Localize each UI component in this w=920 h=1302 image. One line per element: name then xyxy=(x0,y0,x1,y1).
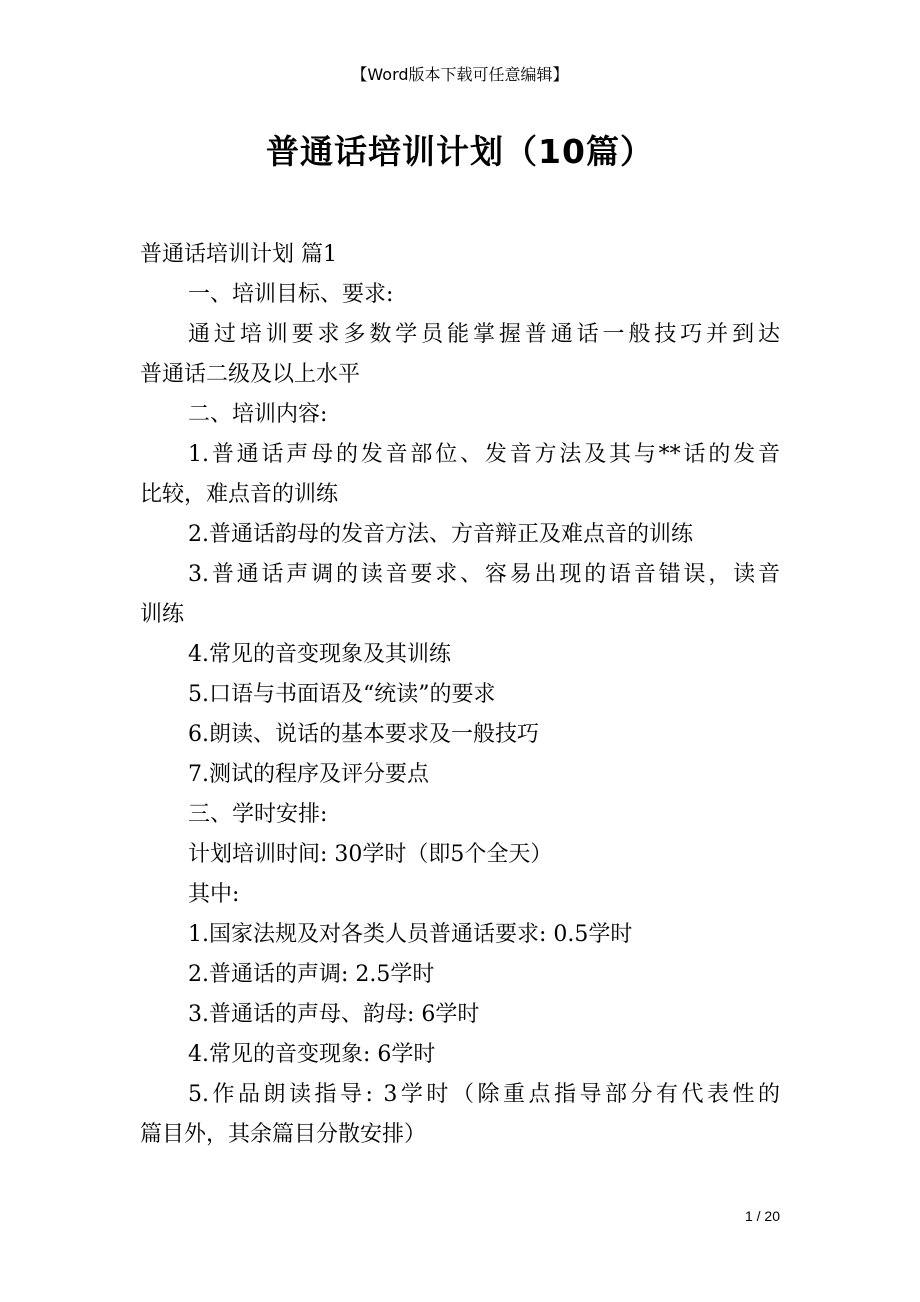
text-line: 通过培训要求多数学员能掌握普通话一般技巧并到达 xyxy=(188,322,780,347)
text-line: 1.普通话声母的发音部位、发音方法及其与**话的发音 xyxy=(188,442,780,467)
text-line: 6.朗读、说话的基本要求及一般技巧 xyxy=(188,722,539,747)
text-line: 一、培训目标、要求: xyxy=(188,282,394,307)
text-line: 4.常见的音变现象: 6学时 xyxy=(188,1042,436,1067)
text-line: 普通话培训计划 篇1 xyxy=(140,242,337,267)
text-line: 篇目外，其余篇目分散安排） xyxy=(140,1122,427,1147)
text-line: 普通话二级及以上水平 xyxy=(140,362,361,387)
text-line: 2.普通话的声调: 2.5学时 xyxy=(188,962,435,987)
text-line: 4.常见的音变现象及其训练 xyxy=(188,642,451,667)
text-line: 2.普通话韵母的发音方法、方音辩正及难点音的训练 xyxy=(188,522,693,547)
text-line: 5.作品朗读指导: 3学时（除重点指导部分有代表性的 xyxy=(188,1082,780,1107)
text-line: 1.国家法规及对各类人员普通话要求: 0.5学时 xyxy=(188,922,633,947)
document-header-note: 【Word版本下载可任意编辑】 xyxy=(351,65,569,84)
text-line: 3.普通话的声母、韵母: 6学时 xyxy=(188,1002,480,1027)
text-line: 其中: xyxy=(188,882,240,907)
document-body xyxy=(140,235,780,1155)
text-line: 5.口语与书面语及“统读”的要求 xyxy=(188,682,496,707)
text-line: 计划培训时间: 30学时（即5个全天） xyxy=(188,842,553,867)
text-line: 7.测试的程序及评分要点 xyxy=(188,762,429,787)
text-line: 比较，难点音的训练 xyxy=(140,482,339,507)
text-line: 3.普通话声调的读音要求、容易出现的语音错误，读音 xyxy=(188,562,780,587)
text-line: 训练 xyxy=(140,602,185,627)
page-number: 1 / 20 xyxy=(744,1208,780,1224)
text-line: 三、学时安排: xyxy=(188,802,328,827)
text-line: 二、培训内容: xyxy=(188,402,328,427)
document-title: 普通话培训计划（10篇） xyxy=(266,132,654,171)
